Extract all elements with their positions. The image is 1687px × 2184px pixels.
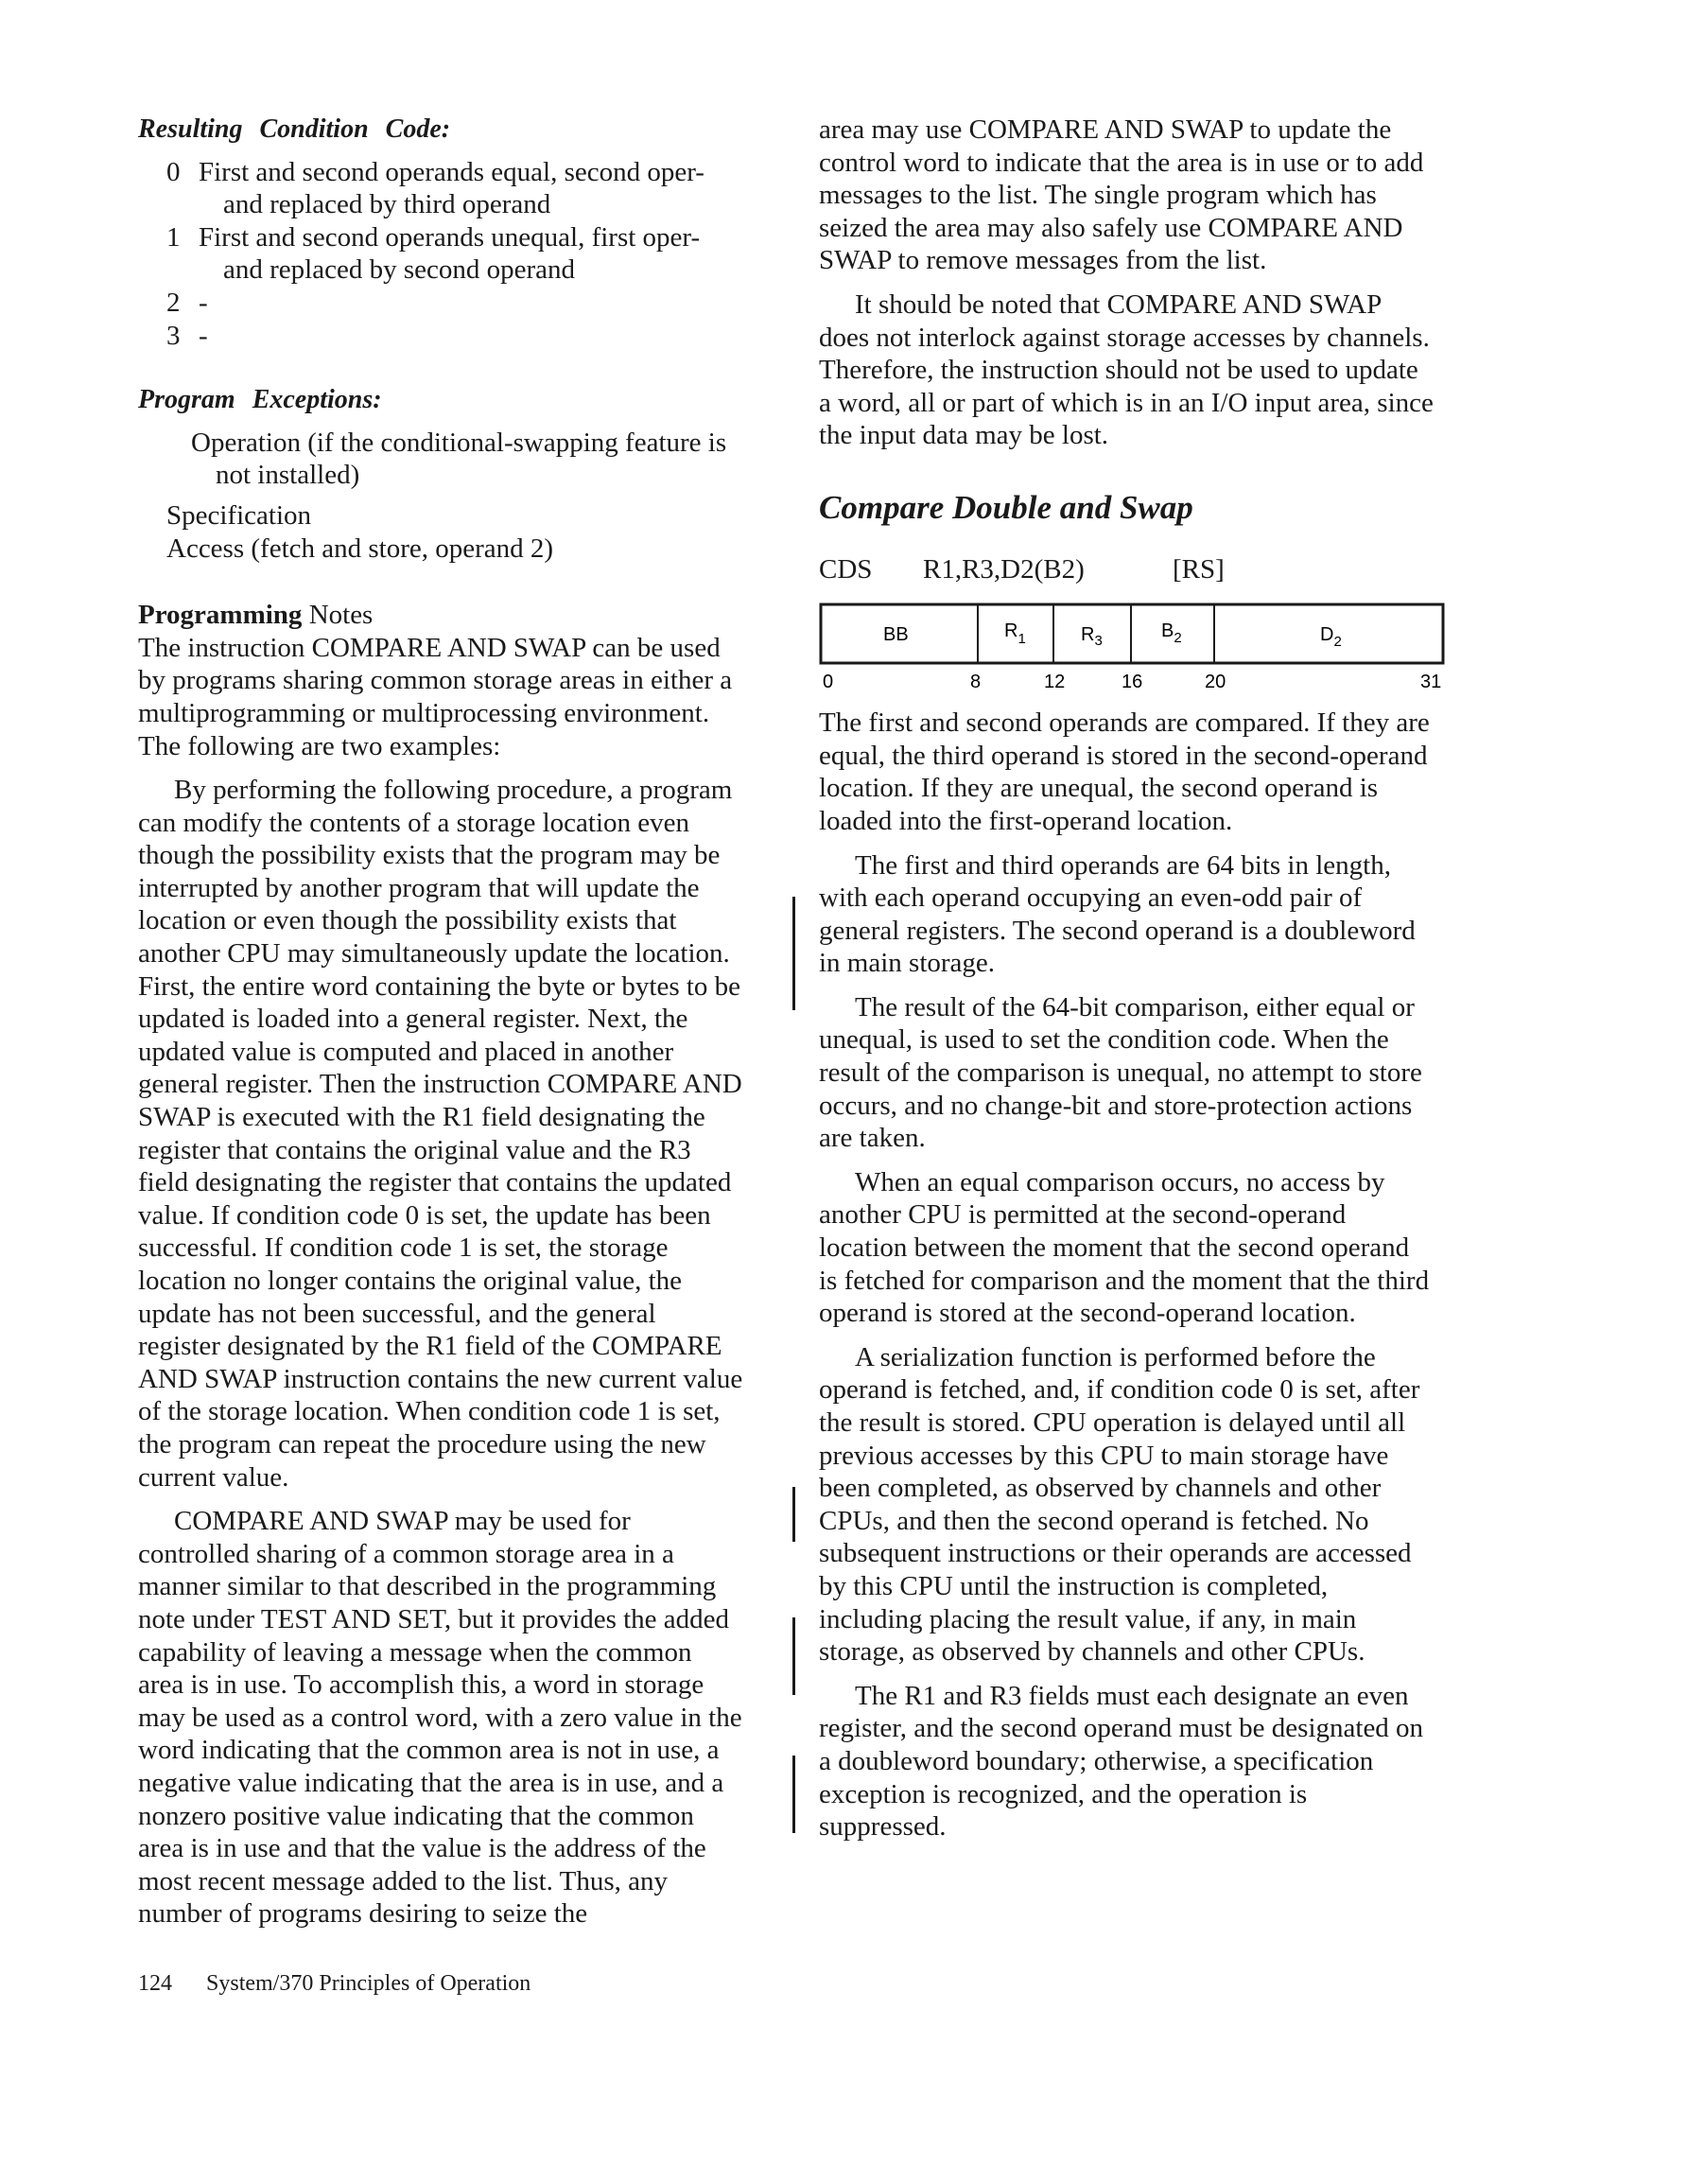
paragraph: A serialization function is performed before the operand is fetched, and, if condition code 0 is set, after the result is stored. CPU operation is delayed until all previous accesses by this CPU to main storage have been completed, as observed by channels and other CPUs, and then the second operand is fetched. No subsequent instructions or their operands are accessed by this CPU until the instruction is completed, including placing the result value, if any, in main storage, as observed by channels and other CPUs. — [819, 1341, 1420, 1668]
bit-position: 0 — [823, 672, 834, 693]
paragraph: The instruction COMPARE AND SWAP can be used by programs sharing common storage areas in either a multiprogramming or multiprocessing environment. The following are two examples: — [138, 632, 733, 761]
exception-item: Operation (if the conditional-swapping feature is not installed) — [191, 427, 727, 491]
instruction-format-line — [819, 553, 1434, 586]
mnemonic: CDS — [819, 553, 873, 585]
heading-word: Code: — [385, 114, 451, 144]
cc-text: - — [199, 287, 208, 318]
cc-text: First and second operands unequal, first oper- — [199, 221, 701, 253]
bit-position: 12 — [1044, 672, 1066, 693]
condition-code-heading — [138, 114, 743, 147]
format-type: [RS] — [1173, 553, 1225, 585]
programming-notes-heading — [138, 599, 743, 632]
bit-position: 8 — [970, 672, 982, 693]
cc-number: 1 — [166, 221, 181, 253]
field-label: BB — [883, 624, 909, 646]
exceptions-list — [166, 427, 743, 565]
revision-bar — [792, 1487, 795, 1542]
cc-item — [166, 221, 743, 287]
cc-number: 2 — [166, 287, 181, 318]
heading-rest: Notes — [302, 600, 374, 631]
page-footer — [138, 1971, 530, 1997]
operands: R1,R3,D2(B2) — [923, 553, 1085, 585]
bit-position: 31 — [1420, 672, 1442, 693]
bit-position: 16 — [1122, 672, 1143, 693]
exception-item: Specification — [166, 499, 312, 531]
cc-item — [166, 156, 743, 221]
cc-item — [166, 287, 743, 320]
heading-word: Program — [138, 385, 235, 415]
field-label: $D_2$ — [1320, 624, 1342, 651]
paragraph: COMPARE AND SWAP may be used for controlled sharing of a common storage area in a manner similar to that described in the programming note under TEST AND SET, but it provides the added capability of leaving a message when the common area is in use. To accomplish this, a word in storage may be used as a control word, with a zero value in the word indicating that the common area is not in use, a negative value indicating that the area is in use, and a nonzero positive value indicating that the common area is in use and that the value is the address of the most recent message added to the list. Thus, any number of programs desiring to seize the — [138, 1506, 742, 1930]
format-diagram-svg — [819, 603, 1447, 693]
cc-item — [166, 320, 743, 353]
paragraph: By performing the following procedure, a program can modify the contents of a storage location even though the possibility exists that the program may be interrupted by another program that will update the location or even though the possibility exists that another CPU may simultaneously update the location. First, the entire word containing the byte or bytes to be updated is loaded into a general register. Next, the updated value is computed and placed in another general register. Then the instruction COMPARE AND SWAP is executed with the R1 field designating the register that contains the original value and the R3 field designating the register that contains the updated value. If condition code 0 is set, the update has been successful. If condition code 1 is set, the storage location no longer contains the original value, the update has not been successful, and the general register designated by the R1 field of the COMPARE AND SWAP instruction contains the new current value of the storage location. When condition code 1 is set, the program can repeat the procedure using the new current value. — [138, 775, 743, 1493]
left-column — [138, 114, 743, 1931]
cc-text-cont: and replaced by third operand — [223, 189, 551, 220]
bit-position: 20 — [1205, 672, 1226, 693]
cc-text: First and second operands equal, second oper- — [199, 156, 704, 187]
revision-bar — [792, 897, 795, 1010]
right-column — [819, 114, 1442, 1843]
instruction-format-diagram — [819, 603, 1447, 693]
paragraph: It should be noted that COMPARE AND SWAP does not interlock against storage accesses by channels. Therefore, the instruction should not be used to update a word, all or part of which is in an I/O input area, since the input data may be lost. — [819, 288, 1434, 451]
field-label: $B_2$ — [1161, 620, 1182, 647]
exception-item: Access (fetch and store, operand 2) — [166, 533, 554, 564]
field-label: $R_3$ — [1081, 624, 1103, 650]
heading-word: Condition — [259, 114, 369, 144]
section-title: Compare Double and Swap — [819, 488, 1193, 526]
field-label: $R_1$ — [1004, 620, 1026, 648]
program-exceptions-heading — [138, 384, 743, 417]
cc-text-cont: and replaced by second operand — [223, 254, 576, 286]
heading-word: Exceptions: — [252, 385, 382, 415]
footer-title: System/370 Principles of Operation — [206, 1971, 531, 1996]
paragraph: The result of the 64-bit comparison, either equal or unequal, is used to set the condition code. When the result of the comparison is unequal, no attempt to store occurs, and no change-bit and store-protection actions are taken. — [819, 991, 1422, 1154]
paragraph: area may use COMPARE AND SWAP to update the control word to indicate that the area is in use or to add messages to the list. The single program which has seized the area may also safely use COMPARE AND SWAP to remove messages from the list. — [819, 114, 1424, 276]
condition-code-list — [166, 156, 743, 353]
paragraph: The first and second operands are compared. If they are equal, the third operand is stored in the second-operand location. If they are unequal, the second operand is loaded into the first-operand location. — [819, 708, 1430, 836]
heading-word: Resulting — [138, 114, 243, 144]
revision-bar — [792, 1617, 795, 1695]
cc-text: - — [199, 320, 208, 351]
cc-number: 3 — [166, 320, 181, 351]
paragraph: The R1 and R3 fields must each designate an even register, and the second operand must be designated on a doubleword boundary; otherwise, a specification exception is recognized, and the operation is suppressed. — [819, 1680, 1424, 1843]
revision-bar — [792, 1756, 795, 1833]
paragraph: When an equal comparison occurs, no access by another CPU is permitted at the second-operand location between the moment that the second operand is fetched for comparison and the moment that the third operand is stored at the second-operand location. — [819, 1166, 1430, 1329]
heading-bold: Programming — [138, 600, 303, 631]
page-number: 124 — [138, 1971, 172, 1996]
paragraph: The first and third operands are 64 bits in length, with each operand occupying an even-odd pair of general registers. The second operand is a doubleword in main storage. — [819, 849, 1416, 979]
cc-number: 0 — [166, 156, 181, 187]
